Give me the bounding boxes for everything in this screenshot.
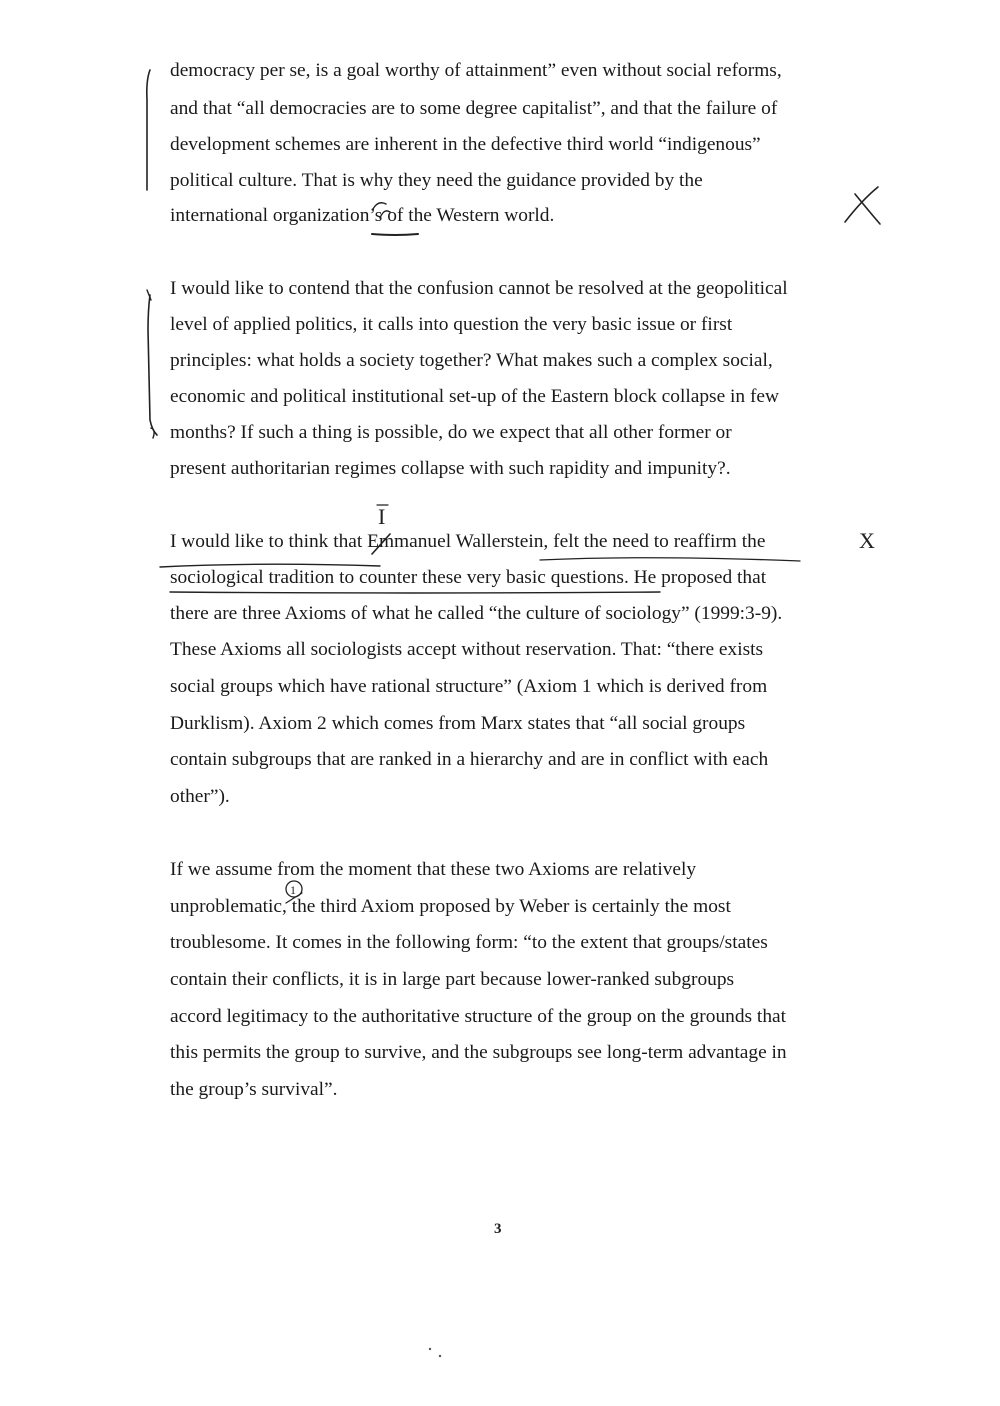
margin-bracket-paragraph-1: [147, 70, 150, 190]
paragraph-4-line-4: contain their conflicts, it is in large part because lower-ranked subgroups: [170, 969, 735, 990]
paragraph-4-line-7: the group’s survival”.: [170, 1079, 338, 1100]
underline-sociological-tradition: [160, 564, 660, 593]
circled-number: 1: [290, 883, 296, 897]
paragraph-1-line-3: development schemes are inherent in the defective third world “indigenous”: [170, 134, 761, 155]
underline-reaffirm: [540, 558, 800, 561]
paragraph-2-line-1: I would like to contend that the confusion cannot be resolved at the geopolitical: [170, 278, 788, 299]
paragraph-3-line-8: other”).: [170, 786, 230, 807]
speck-mark: [439, 1355, 441, 1357]
paragraph-1-line-2: and that “all democracies are to some degree capitalist”, and that the failure of: [170, 98, 778, 119]
speck-mark: [429, 1348, 431, 1350]
paragraph-3-line-6: Durklism). Axiom 2 which comes from Marx states that “all social groups: [170, 713, 746, 734]
paragraph-1-line-5: international organization’s of the Western world.: [170, 205, 555, 226]
margin-x-mark: X: [859, 528, 875, 553]
paragraph-2-line-4: economic and political institutional set-up of the Eastern block collapse in few: [170, 386, 780, 407]
paragraph-1-line-4: political culture. That is why they need the guidance provided by the: [170, 170, 703, 191]
paragraph-3-line-5: social groups which have rational structure” (Axiom 1 which is derived from: [170, 676, 768, 697]
paragraph-2-line-2: level of applied politics, it calls into question the very basic issue or first: [170, 314, 733, 335]
margin-bracket-paragraph-2: [148, 295, 157, 435]
paragraph-2-line-6: present authoritarian regimes collapse with such rapidity and impunity?.: [170, 458, 731, 479]
paragraph-3-line-4: These Axioms all sociologists accept without reservation. That: “there exists: [170, 639, 764, 660]
paragraph-4-line-5: accord legitimacy to the authoritative structure of the group on the grounds that: [170, 1006, 787, 1027]
page-number: 3: [494, 1221, 502, 1237]
paragraph-4-line-3: troublesome. It comes in the following form: “to the extent that groups/states: [170, 932, 768, 953]
paragraph-3-line-1: I would like to think that Emmanuel Wallerstein, felt the need to reaffirm the: [170, 531, 766, 552]
paragraph-4-line-2: unproblematic, the third Axiom proposed by Weber is certainly the most: [170, 896, 731, 917]
underline-organizations: [372, 234, 418, 235]
paragraph-3-line-7: contain subgroups that are ranked in a hierarchy and are in conflict with each: [170, 749, 769, 770]
paragraph-4-line-6: this permits the group to survive, and the subgroups see long-term advantage in: [170, 1042, 787, 1063]
paragraph-1-line-1: democracy per se, is a goal worthy of attainment” even without social reforms,: [170, 60, 782, 81]
paragraph-4-line-1: If we assume from the moment that these two Axioms are relatively: [170, 859, 697, 880]
paragraph-3-line-2: sociological tradition to counter these very basic questions. He proposed that: [170, 567, 767, 588]
strike-emmanuel-initial: [372, 534, 390, 554]
paragraph-3-line-3: there are three Axioms of what he called “the culture of sociology” (1999:3-9).: [170, 603, 783, 624]
paragraph-2-line-5: months? If such a thing is possible, do we expect that all other former or: [170, 422, 732, 443]
insert-mark: I: [378, 504, 386, 529]
handwritten-x-mark: [845, 187, 880, 224]
paragraph-2-line-3: principles: what holds a society together? What makes such a complex social,: [170, 350, 773, 371]
apostrophe-correction-mark: [373, 203, 390, 218]
